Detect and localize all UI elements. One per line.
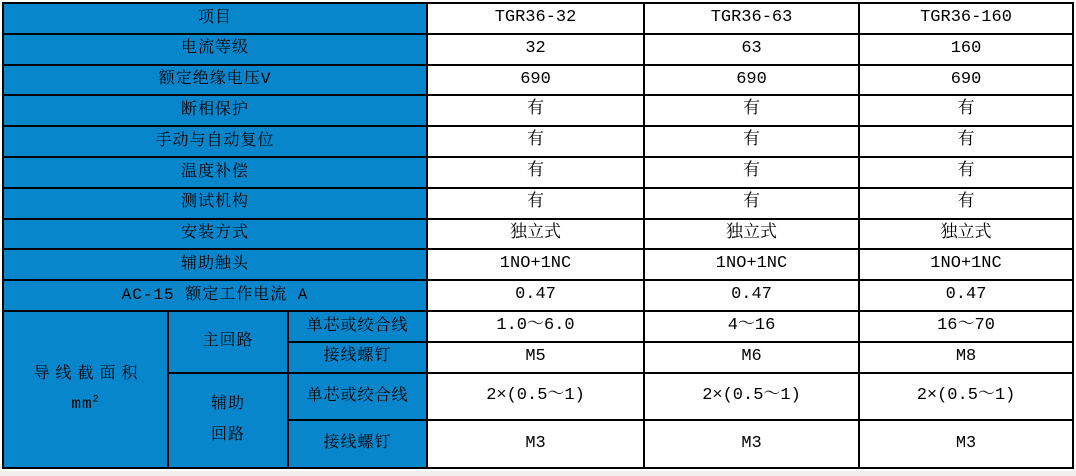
cell-value: 2×(0.5～1) [427, 373, 644, 421]
row-label: 温度补偿 [3, 157, 427, 188]
cell-value: 0.47 [644, 280, 859, 311]
table-row [3, 157, 1073, 188]
row-label: 辅助触头 [3, 249, 427, 280]
subgroup-aux-circuit-label: 辅助 回路 [168, 373, 288, 468]
cell-value: M3 [427, 420, 644, 468]
row-label: 手动与自动复位 [3, 126, 427, 157]
row-label: 断相保护 [3, 95, 427, 126]
cell-value: 1.0～6.0 [427, 311, 644, 342]
wire-group-title: 导线截面积 [33, 365, 144, 384]
row-label: 安装方式 [3, 219, 427, 250]
cell-value: 1NO+1NC [427, 249, 644, 280]
cell-value: 32 [427, 34, 644, 65]
cell-value: 160 [859, 34, 1073, 65]
cell-value: M6 [644, 342, 859, 373]
cell-value: 1NO+1NC [644, 249, 859, 280]
cell-value: M5 [427, 342, 644, 373]
cell-value: 690 [859, 65, 1073, 96]
cell-value: 有 [427, 95, 644, 126]
table-row [3, 34, 1073, 65]
cell-value: M8 [859, 342, 1073, 373]
cell-value: 有 [859, 188, 1073, 219]
cell-value: 有 [427, 188, 644, 219]
table-row [3, 126, 1073, 157]
cell-value: 4～16 [644, 311, 859, 342]
cell-value: 690 [427, 65, 644, 96]
header-row-label: 项目 [3, 3, 427, 34]
table-row [3, 249, 1073, 280]
row-label: AC-15 额定工作电流 A [3, 280, 427, 311]
cell-value: 16～70 [859, 311, 1073, 342]
cell-value: 有 [644, 95, 859, 126]
cell-value: 有 [859, 157, 1073, 188]
wire-section-group-label [3, 311, 168, 468]
cell-value: 1NO+1NC [859, 249, 1073, 280]
cell-value: 独立式 [644, 219, 859, 250]
row-label: 测试机构 [3, 188, 427, 219]
cell-value: 0.47 [859, 280, 1073, 311]
row-label: 额定绝缘电压V [3, 65, 427, 96]
wire-group-unit: $mm^2$ [71, 395, 100, 414]
cell-value: 有 [427, 157, 644, 188]
cell-value: 独立式 [427, 219, 644, 250]
row-label: 电流等级 [3, 34, 427, 65]
cell-value: 有 [859, 126, 1073, 157]
row-label: 接线螺钉 [288, 420, 427, 468]
table-row [3, 65, 1073, 96]
cell-value: 有 [644, 126, 859, 157]
table-row [3, 188, 1073, 219]
subgroup-main-circuit-label: 主回路 [168, 311, 288, 373]
table-row [3, 280, 1073, 311]
cell-value: M3 [644, 420, 859, 468]
cell-value: 2×(0.5～1) [859, 373, 1073, 421]
row-label: 单芯或绞合线 [288, 373, 427, 421]
cell-value: 63 [644, 34, 859, 65]
cell-value: 有 [859, 95, 1073, 126]
page-bottom-margin [0, 471, 1076, 476]
table-row [3, 95, 1073, 126]
spec-table [2, 2, 1074, 469]
column-header-tgr36-160: TGR36-160 [859, 3, 1073, 34]
column-header-tgr36-63: TGR36-63 [644, 3, 859, 34]
table-row [3, 311, 1073, 342]
cell-value: 有 [644, 157, 859, 188]
cell-value: 独立式 [859, 219, 1073, 250]
cell-value: 2×(0.5～1) [644, 373, 859, 421]
cell-value: 0.47 [427, 280, 644, 311]
table-row-header [3, 3, 1073, 34]
column-header-tgr36-32: TGR36-32 [427, 3, 644, 34]
table-row [3, 219, 1073, 250]
row-label: 接线螺钉 [288, 342, 427, 373]
cell-value: M3 [859, 420, 1073, 468]
cell-value: 有 [427, 126, 644, 157]
row-label: 单芯或绞合线 [288, 311, 427, 342]
cell-value: 690 [644, 65, 859, 96]
cell-value: 有 [644, 188, 859, 219]
